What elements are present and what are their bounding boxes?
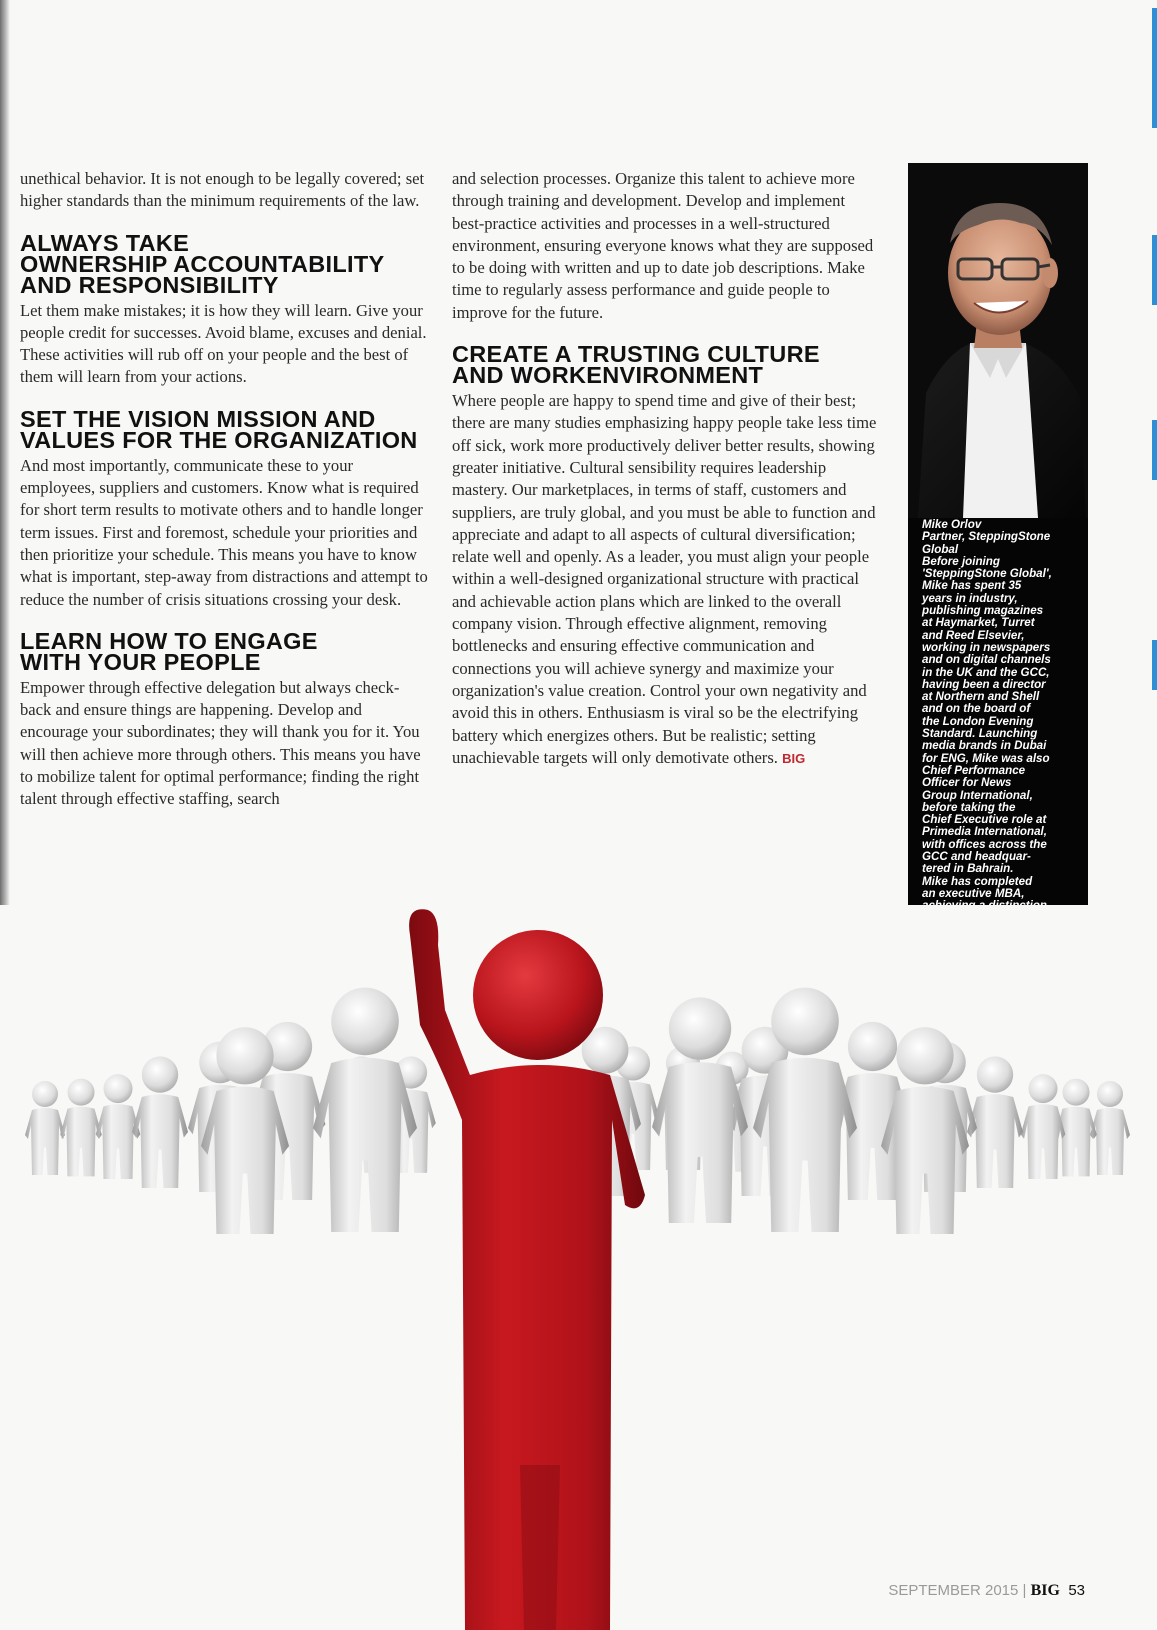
page-number: 53 [1068,1582,1085,1599]
bio-line: Mike has completed [922,874,1033,888]
edge-color-tab [1152,640,1157,690]
section-heading [20,627,430,675]
section-body: Let them make mistakes; it is how they will learn. Give your people credit for successes. Avoid blame, excuses and denial. These activities will rub off on your people and the best of them will learn from your actions. [20,300,427,387]
bio-line: Chief Performance [922,763,1026,777]
section-body: Empower through effective delegation but always check-back and ensure things are happening. Develop and encourage your subordinates; they will thank you for it. You will then achieve more through others. This means you have to mobilize talent for optimal performance; finding the right talent through effective staffing, search [20,677,421,809]
bio-line: and Reed Elsevier, [922,628,1025,642]
crowd-illustration [0,905,1157,1630]
bio-line: Partner, SteppingStone [922,530,1051,544]
edge-color-tab [1152,420,1157,480]
bio-line: 'SteppingStone Global', [922,567,1052,581]
bio-line: the London Evening [922,714,1034,728]
bio-line: Primedia International, [922,825,1047,839]
heading-line: ALWAYS TAKE [20,229,190,256]
bio-line: working in newspapers [922,640,1051,654]
bio-line: in the UK and the GCC, [922,665,1050,679]
end-of-article-mark: BIG [782,750,806,766]
bio-line: publishing magazines [922,604,1044,618]
edge-color-tab [1152,235,1157,305]
bio-line: an executive MBA, [922,886,1025,900]
article-section [20,627,430,811]
heading-line: AND WORKENVIRONMENT [452,362,764,389]
bio-line: Group International, [922,788,1033,802]
bio-line: Mike Orlov [922,518,982,531]
section-heading [20,229,430,298]
issue-date: SEPTEMBER 2015 [888,1582,1019,1599]
article-section [20,405,430,611]
bio-line: Officer for News [922,776,1012,790]
heading-line: SET THE VISION MISSION AND [20,405,376,432]
bio-line: at Northern and Shell [922,690,1040,704]
author-portrait [908,163,1088,518]
article-section [452,341,877,770]
heading-line: VALUES FOR THE ORGANIZATION [20,426,418,453]
article-column-middle [452,168,877,770]
bio-line: tered in Bahrain. [922,862,1014,876]
page-footer [888,1582,1085,1600]
article-column-left [20,168,430,811]
bio-line: media brands in Dubai [922,739,1047,753]
bio-line: with offices across the [922,837,1047,851]
bio-line: Standard. Launching [922,727,1038,741]
bio-line: having been a director [922,677,1046,691]
section-heading [20,405,430,453]
section-heading [452,341,877,389]
author-portrait-illustration [908,163,1088,518]
edge-color-tab [1152,8,1157,128]
bio-line: Global [922,542,959,556]
bio-line: Chief Executive role at [922,813,1047,827]
heading-line: CREATE A TRUSTING CULTURE [452,341,820,368]
heading-line: OWNERSHIP ACCOUNTABILITY [20,250,385,277]
magazine-name: BIG [1030,1582,1060,1599]
section-body: And most importantly, communicate these to your employees, suppliers and customers. Know what is required for short term results to motivate others and to handle longer term issues. First and foremost, schedule your priorities and then prioritize your schedule. This means you have to know what is important, step-away from distractions and attempt to reduce the number of crisis situations crossing your desk. [20,455,428,609]
bio-line: at Haymarket, Turret [922,616,1035,630]
bio-line: years in industry, [922,591,1018,605]
heading-line: AND RESPONSIBILITY [20,271,279,298]
author-bio [922,519,1084,913]
heading-line: WITH YOUR PEOPLE [20,648,261,675]
heading-line: LEARN HOW TO ENGAGE [20,627,318,654]
footer-separator: | [1022,1582,1027,1599]
bio-line: and on digital channels [922,653,1051,667]
author-sidebar [908,163,1088,905]
article-section [20,229,430,389]
column-intro-text: and selection processes. Organize this talent to achieve more through training and development. Develop and implement best-practice activities and processes in a well-structured environment, ensuring everyone knows what they are supposed to be doing with written and up to date job descriptions. Make time to regularly assess performance and guide people to improve for the future. [452,169,874,322]
bio-line: Mike has spent 35 [922,579,1022,593]
bio-line: before taking the [922,800,1016,814]
section-body-text: Where people are happy to spend time and give of their best; there are many studies emphasizing happy people take less time off sick, work more productively deliver better results, showing greater initiative. Cultural sensibility requires leadership mastery. Our marketplaces, in terms of staff, customers and suppliers, are truly global, and you must be able to function and appreciate and adapt to all aspects of cultural diversification; relate well and openly. As a leader, you must align your people within a well-designed organizational structure with practical and achievable action plans which are linked to the overall company vision. Through effective alignment, removing bottlenecks and ensuring effective communication and connections you will achieve synergy and maximize your organization's value creation. Control your own negativity and avoid this in others. Enthusiasm is viral so be the electrifying battery which energizes others. But be realistic; setting unachievable targets will only demotivate others. [452,391,877,767]
section-body [452,390,877,770]
bio-line: for ENG, Mike was also [922,751,1050,765]
bio-line: Before joining [922,554,1000,568]
bio-line: GCC and headquar- [922,850,1031,864]
bio-line: and on the board of [922,702,1031,716]
column-intro-text: unethical behavior. It is not enough to be legally covered; set higher standards than the minimum requirements of the law. [20,169,425,211]
